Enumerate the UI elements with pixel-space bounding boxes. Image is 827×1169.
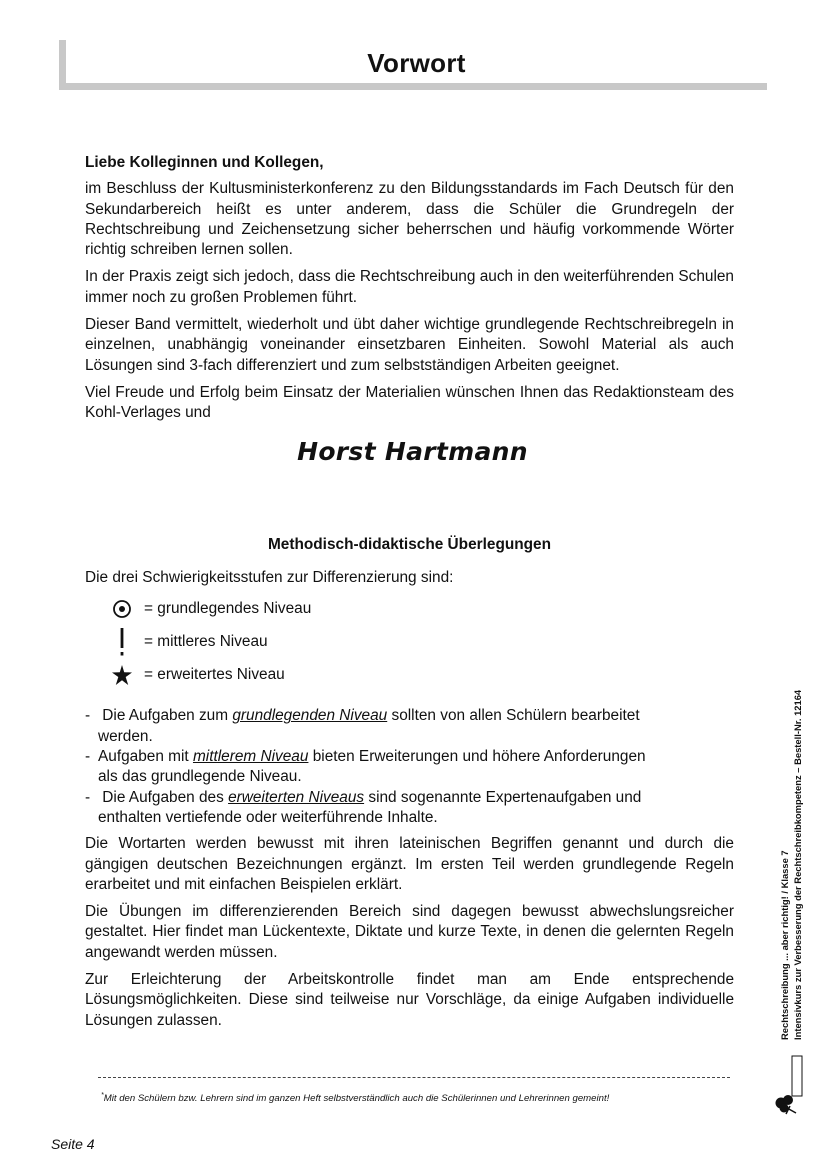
publisher-logo: [772, 1050, 808, 1115]
bullet-text: [98, 748, 646, 765]
footnote: [101, 1092, 609, 1104]
intro-paragraph: In der Praxis zeigt sich jedoch, dass die Rechtschreibung auch in den weiterführenden Schulen immer noch zu großen Problemen führt.: [85, 268, 734, 306]
intro-paragraph: im Beschluss der Kultusministerkonferenz zu den Bildungsstandards im Fach Deutsch für den Sekundarbereich heißt es unter anderem, dass die Schüler die Grundregeln der Rechtschreibung und Zeichensetzung sicher beherrschen und häufig vorkommende Wörter richtig schreiben lernen sollen.: [85, 180, 734, 259]
bullet-dash: -: [85, 788, 91, 806]
level-item: [109, 661, 734, 694]
bullet-emphasis: erweiterten Niveaus: [228, 788, 365, 806]
level-label: = grundlegendes Niveau: [144, 600, 312, 618]
method-paragraph: Zur Erleichterung der Arbeitskontrolle findet man am Ende entsprechende Lösungsmöglichkeiten. Diese sind teilweise nur Vorschläge, da einige Aufgaben individuelle Lösungen zulassen.: [85, 971, 734, 1029]
level-label: = erweitertes Niveau: [144, 666, 285, 684]
intro-paragraph: Viel Freude und Erfolg beim Einsatz der Materialien wünschen Ihnen das Redaktionsteam des Kohl-Verlages und: [85, 383, 734, 422]
bullet-text: [98, 789, 641, 806]
signature: Horst Hartmann: [297, 436, 528, 466]
bullet-item: [85, 788, 734, 829]
method-paragraph: Die Übungen im differenzierenden Bereich sind dagegen bewusst abwechslungsreicher gestaltet. Hier findet man Lückentexte, Diktate und kurze Texte, in denen die gelernten Regeln angewandt werden müssen.: [85, 903, 734, 961]
bullet-continuation: als das grundlegende Niveau.: [98, 768, 302, 786]
bullet-dash: -: [85, 707, 91, 725]
bullet-item: [85, 747, 734, 788]
target-icon: [109, 595, 135, 623]
bullet-emphasis: mittlerem Niveau: [192, 748, 309, 766]
bullet-text-pre: Aufgaben mit: [98, 748, 193, 766]
star-icon: [109, 661, 135, 689]
bullet-dash: -: [85, 748, 91, 766]
level-item: [109, 628, 734, 661]
exclamation-icon: [109, 628, 135, 656]
method-paragraph: Die Wortarten werden bewusst mit ihren lateinischen Begriffen genannt und durch die gängigen deutschen Bezeichnungen ergänzt. Im ersten Teil werden grundlegende Regeln erarbeitet und mit einfachen Beispielen erklärt.: [85, 835, 734, 893]
bullet-text-pre: Die Aufgaben des: [102, 788, 229, 806]
intro-paragraph: Dieser Band vermittelt, wiederholt und übt daher wichtige grundlegende Rechtschreibregeln in einzelnen, unabhängig voneinander einsetzbaren Einheiten. Sowohl Material als auch Lösungen sind 3-fach differenziert und zum selbstständigen Arbeiten geeignet.: [85, 316, 734, 374]
bullet-text: [98, 707, 640, 724]
main-content: [85, 153, 734, 1038]
bullet-text-post: bieten Erweiterungen und höhere Anforderungen: [308, 748, 646, 766]
footnote-marker: *: [101, 1092, 104, 1099]
greeting: Liebe Kolleginnen und Kollegen,: [85, 154, 324, 171]
page-title: Vorwort: [367, 48, 466, 78]
bullet-list: [85, 706, 734, 828]
level-item: [109, 595, 734, 628]
bullet-text-pre: Die Aufgaben zum: [102, 707, 233, 725]
bullet-continuation: werden.: [98, 727, 153, 745]
levels-intro: Die drei Schwierigkeitsstufen zur Differenzierung sind:: [85, 569, 454, 587]
bullet-text-post: sind sogenannte Expertenaufgaben und: [364, 788, 642, 806]
footnote-text: Mit den Schülern bzw. Lehrern sind im ganzen Heft selbstverständlich auch die Schülerinnen und Lehrerinnen gemeint!: [103, 1093, 610, 1105]
bullet-text-post: sollten von allen Schülern bearbeitet: [387, 707, 640, 725]
page-number: Seite 4: [51, 1136, 95, 1152]
bullet-emphasis: grundlegenden Niveau: [232, 707, 388, 725]
footnote-divider: [98, 1077, 730, 1078]
side-imprint-line1: Rechtschreibung ... aber richtig! / Klasse 7: [779, 850, 790, 1040]
bullet-item: [85, 706, 734, 747]
levels-list: [109, 595, 734, 694]
side-imprint: [779, 650, 819, 1040]
level-label: = mittleres Niveau: [144, 633, 268, 651]
side-imprint-line2: Intensivkurs zur Verbesserung der Rechtschreibkompetenz – Bestell-Nr. 12164: [791, 689, 803, 1040]
section-title: Methodisch-didaktische Überlegungen: [267, 535, 552, 553]
bullet-continuation: enthalten vertiefende oder weiterführende Inhalte.: [98, 808, 438, 826]
